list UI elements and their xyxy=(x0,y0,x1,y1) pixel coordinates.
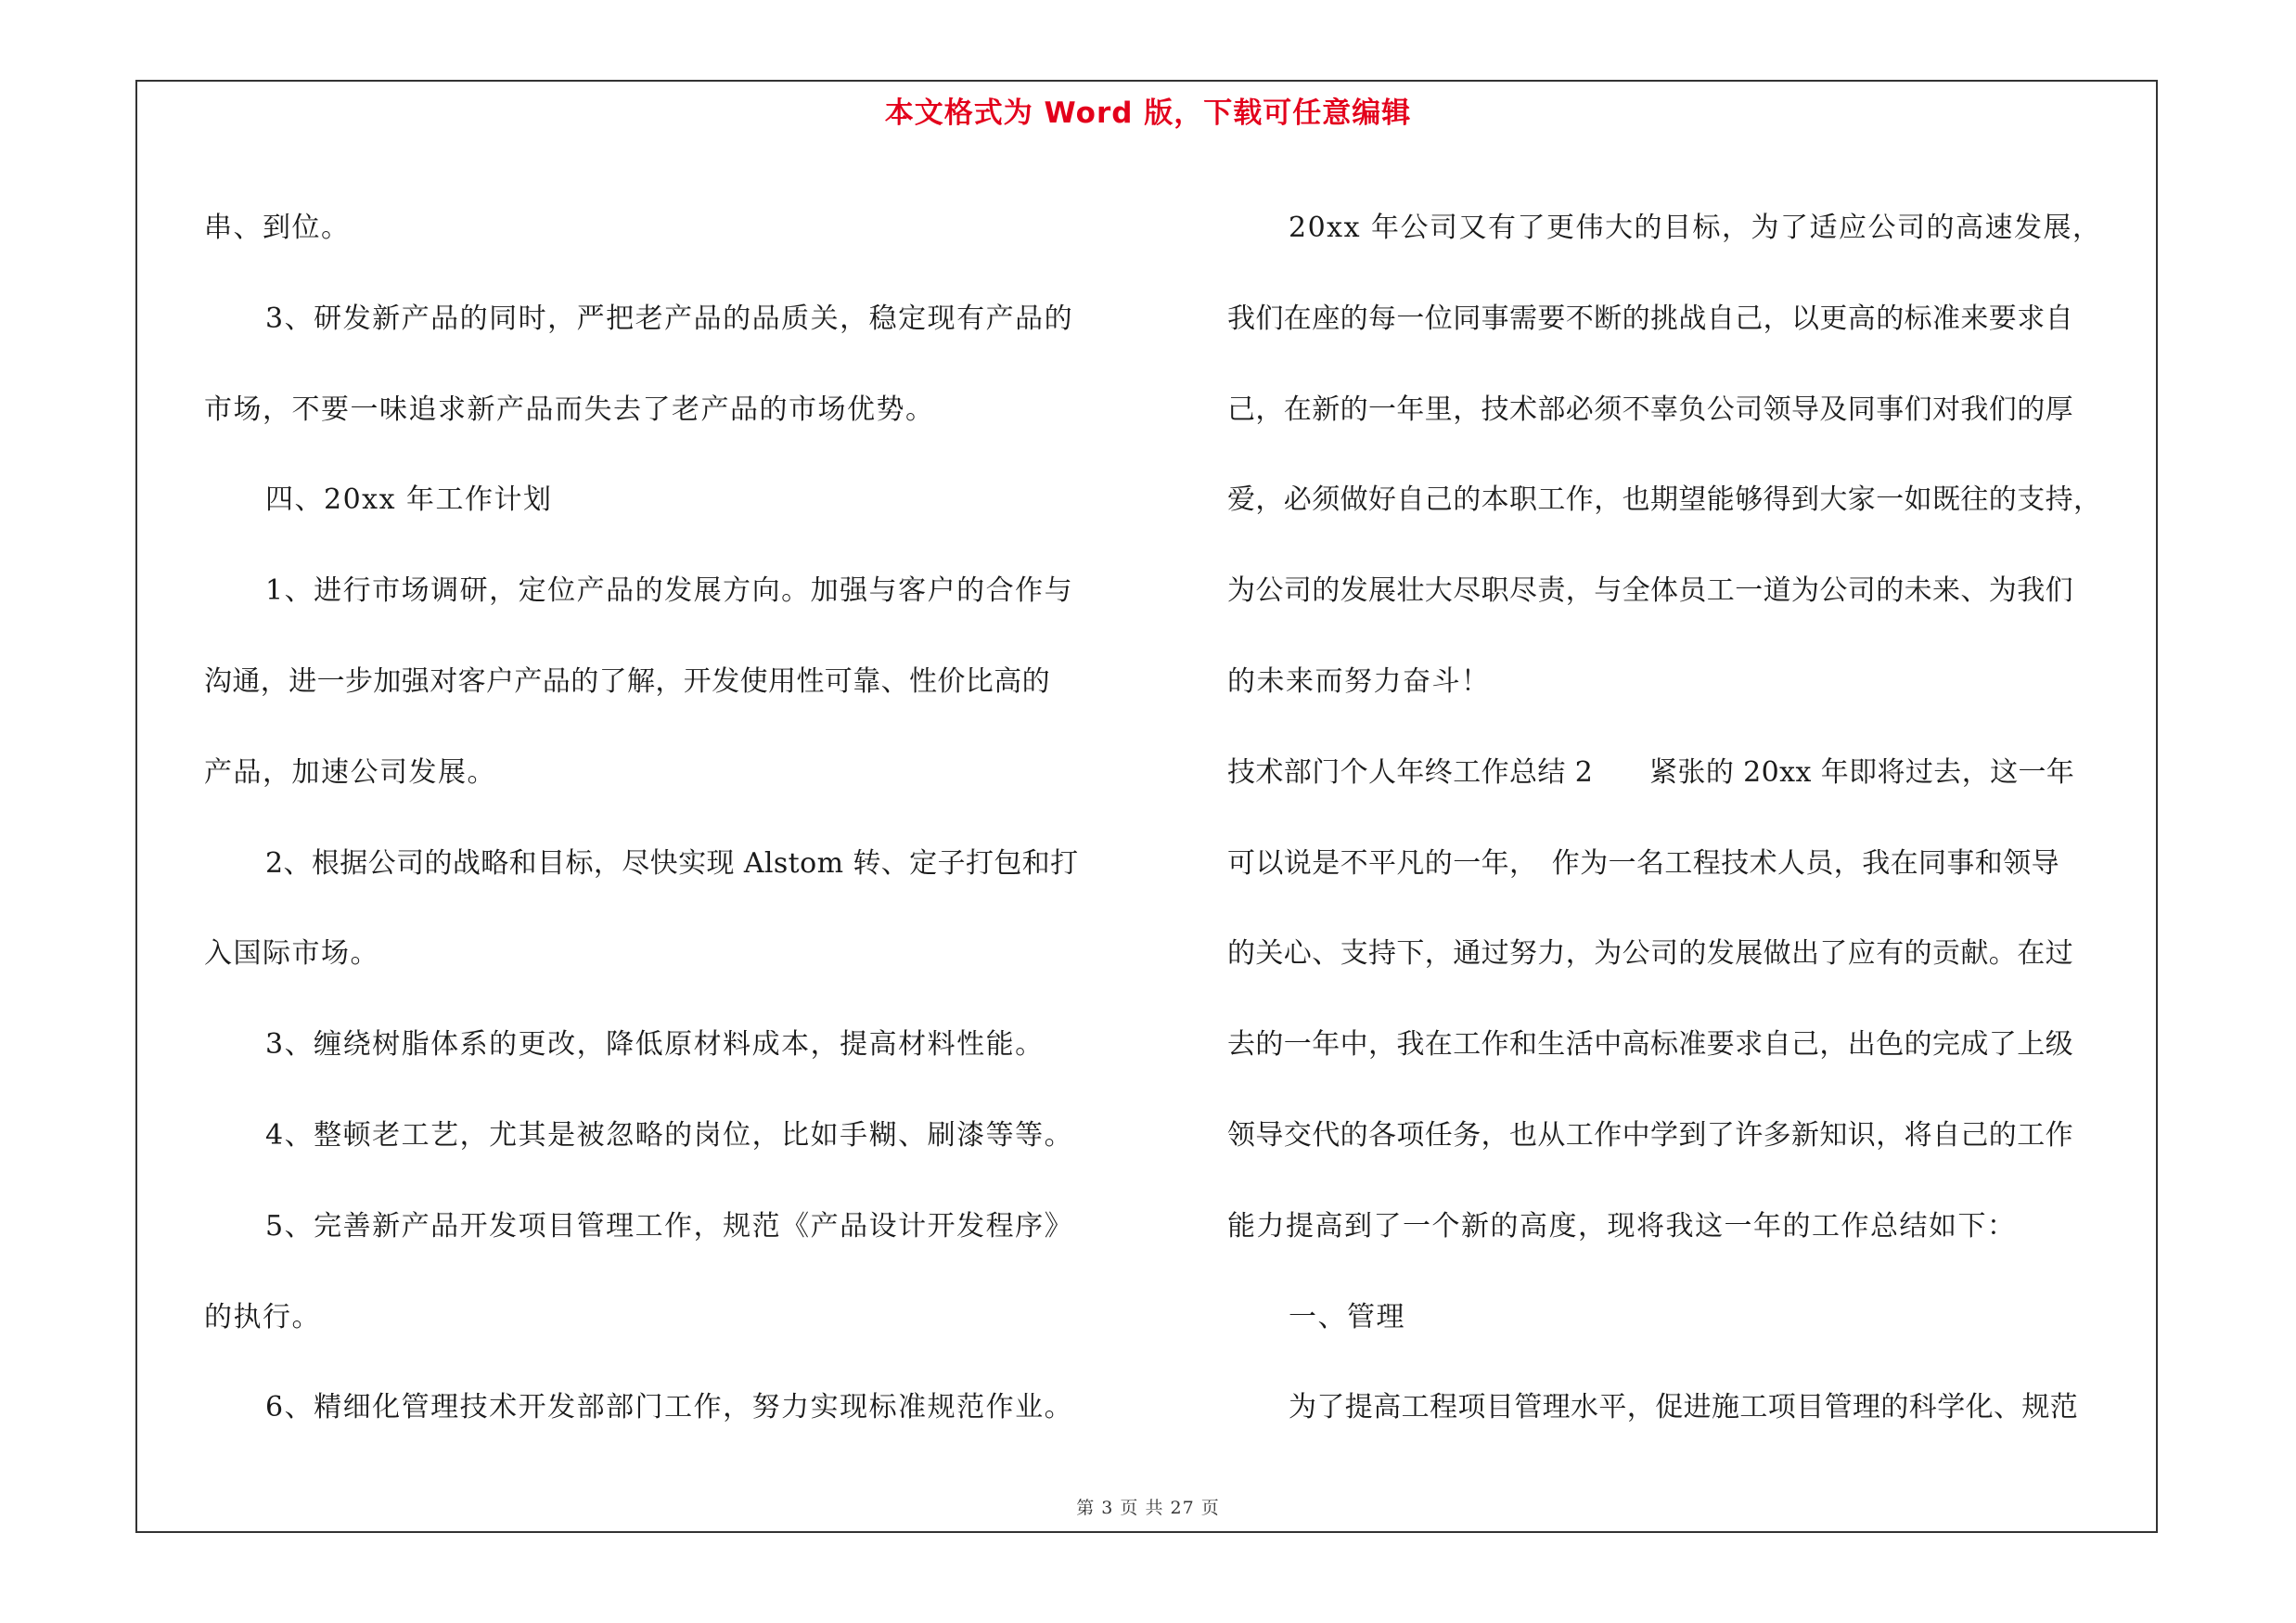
paragraph-line: 市场，不要一味追求新产品而失去了老产品的市场优势。 xyxy=(204,393,935,426)
paragraph-line: 的执行。 xyxy=(204,1300,321,1333)
paragraph-line: 为了提高工程项目管理水平，促进施工项目管理的科学化、规范 xyxy=(1289,1391,2079,1424)
right-column xyxy=(1227,183,2157,1453)
paragraph-line: 去的一年中，我在工作和生活中高标准要求自己，出色的完成了上级 xyxy=(1227,1028,2073,1062)
paragraph-line: 串、到位。 xyxy=(204,212,351,244)
left-column xyxy=(204,183,1132,1453)
paragraph-line: 2、根据公司的战略和目标，尽快实现 Alstom 转、定子打包和打 xyxy=(265,846,1079,880)
paragraph-line: 沟通，进一步加强对客户产品的了解，开发使用性可靠、性价比高的 xyxy=(204,664,1050,698)
paragraph-line: 的未来而努力奋斗！ xyxy=(1227,664,1491,698)
paragraph-line: 己，在新的一年里，技术部必须不辜负公司领导及同事们对我们的厚 xyxy=(1227,393,2073,426)
paragraph-line: 的关心、支持下，通过努力，为公司的发展做出了应有的贡献。在过 xyxy=(1227,937,2073,971)
section-heading: 一、管理 xyxy=(1289,1300,1405,1333)
paragraph-line: 6、精细化管理技术开发部部门工作，努力实现标准规范作业。 xyxy=(265,1391,1074,1424)
paragraph-line: 为公司的发展壮大尽职尽责，与全体员工一道为公司的未来、为我们 xyxy=(1227,574,2073,608)
paragraph-line: 1、进行市场调研，定位产品的发展方向。加强与客户的合作与 xyxy=(265,574,1074,608)
paragraph-line: 入国际市场。 xyxy=(204,937,379,971)
paragraph-line: 5、完善新产品开发项目管理工作，规范《产品设计开发程序》 xyxy=(265,1209,1074,1243)
header-banner: 本文格式为 Word 版，下载可任意编辑 xyxy=(884,97,1412,130)
paragraph-line: 领导交代的各项任务，也从工作中学到了许多新知识，将自己的工作 xyxy=(1227,1118,2073,1152)
section-title-line: 技术部门个人年终工作总结 2 紧张的 20xx 年即将过去，这一年 xyxy=(1227,755,2075,789)
paragraph-line: 产品，加速公司发展。 xyxy=(204,755,496,789)
page-number: 第 3 页 共 27 页 xyxy=(1076,1498,1220,1518)
paragraph-line: 3、研发新产品的同时，严把老产品的品质关，稳定现有产品的 xyxy=(265,302,1074,335)
paragraph-line: 20xx 年公司又有了更伟大的目标，为了适应公司的高速发展， xyxy=(1289,212,2102,244)
paragraph-line: 可以说是不平凡的一年， 作为一名工程技术人员，我在同事和领导 xyxy=(1227,846,2059,880)
paragraph-line: 爱，必须做好自己的本职工作，也期望能够得到大家一如既往的支持， xyxy=(1227,483,2102,517)
section-heading: 四、20xx 年工作计划 xyxy=(265,483,553,517)
paragraph-line: 我们在座的每一位同事需要不断的挑战自己，以更高的标准来要求自 xyxy=(1227,302,2073,335)
paragraph-line: 4、整顿老工艺，尤其是被忽略的岗位，比如手糊、刷漆等等。 xyxy=(265,1118,1074,1152)
paragraph-line: 3、缠绕树脂体系的更改，降低原材料成本，提高材料性能。 xyxy=(265,1028,1045,1062)
paragraph-line: 能力提高到了一个新的高度，现将我这一年的工作总结如下： xyxy=(1227,1209,2017,1243)
